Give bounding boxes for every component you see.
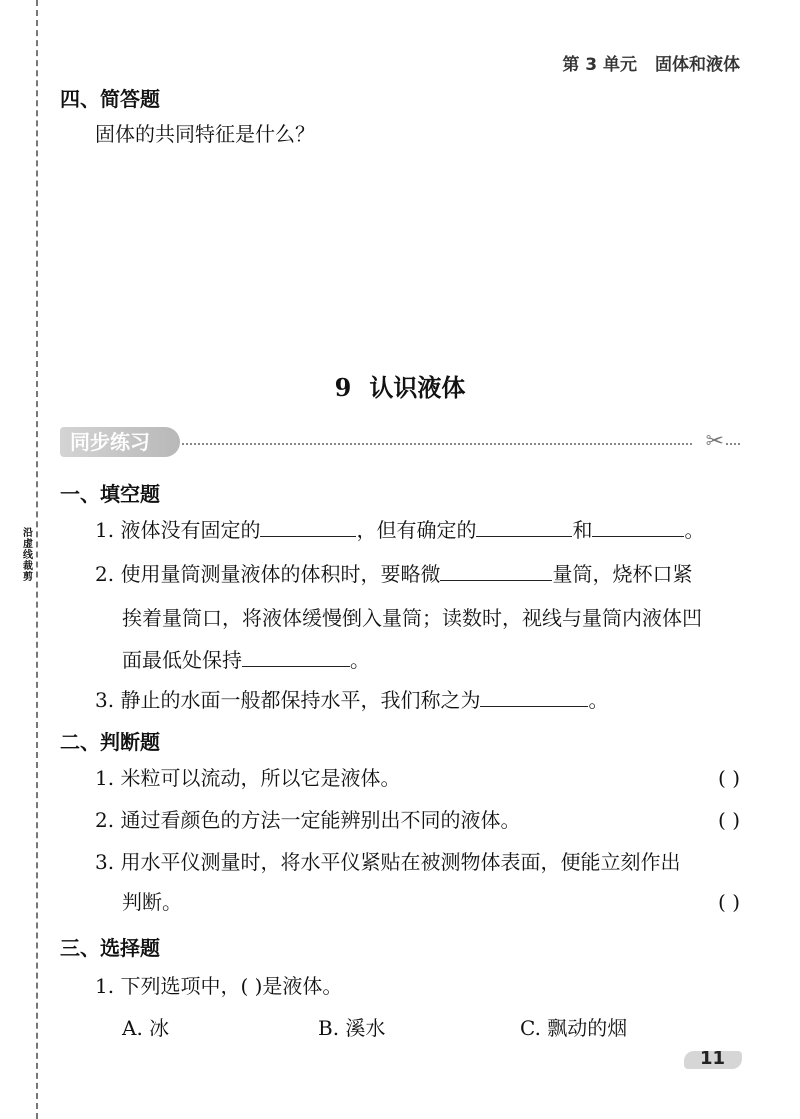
fill-question-2-line-3 (122, 646, 370, 674)
answer-parentheses[interactable]: ( ) (718, 890, 740, 914)
section-short-answer-title: 四、简答题 (60, 87, 160, 111)
answer-blank[interactable] (592, 516, 684, 537)
page-number: 11 (700, 1048, 726, 1069)
unit-number: 第 3 单元 (562, 55, 637, 75)
answer-blank[interactable] (480, 686, 588, 707)
short-answer-question: 固体的共同特征是什么？ (95, 122, 315, 146)
page-number-badge (684, 1045, 748, 1073)
choice-option-a[interactable]: A. 冰 (122, 1016, 170, 1040)
answer-blank[interactable] (440, 560, 552, 581)
fill-question-2-line-2: 挨着量筒口，将液体缓慢倒入量筒；读数时，视线与量筒内液体凹 (122, 606, 702, 630)
scissors-icon: ✂ (705, 429, 724, 454)
choice-option-b[interactable]: B. 溪水 (318, 1016, 386, 1040)
practice-label: 同步练习 (60, 427, 180, 457)
question-number: 2. (95, 808, 115, 832)
question-text: 米粒可以流动，所以它是液体。 (120, 766, 401, 790)
question-number: 3. (95, 850, 115, 874)
answer-blank[interactable] (476, 516, 572, 537)
question-text: 静止的水面一般都保持水平，我们称之为 (120, 688, 481, 712)
question-text: ，但有确定的 (356, 518, 477, 542)
choice-question-1 (95, 972, 342, 1000)
answer-blank[interactable] (260, 516, 356, 537)
fill-question-1 (95, 516, 704, 544)
question-number: 3. (95, 688, 115, 712)
unit-title: 固体和液体 (655, 55, 740, 75)
section-fill-title: 一、填空题 (60, 482, 160, 506)
judge-question-1 (95, 764, 400, 792)
question-text: 和 (572, 518, 593, 542)
fill-question-2-line-1 (95, 560, 692, 588)
question-text: 面最低处保持 (122, 648, 242, 672)
unit-header (562, 50, 740, 75)
judge-question-3 (95, 848, 680, 876)
practice-dotted-line (182, 443, 692, 445)
lesson-number: 9 (334, 373, 352, 402)
question-text: 通过看颜色的方法一定能辨别出不同的液体。 (120, 808, 521, 832)
question-number: 1. (95, 518, 115, 542)
fill-question-3 (95, 686, 608, 714)
section-judge-title: 二、判断题 (60, 730, 160, 754)
answer-parentheses[interactable]: ( ) (718, 766, 740, 790)
question-text: 量筒，烧杯口紧 (552, 562, 693, 586)
question-number: 1. (95, 974, 115, 998)
answer-blank[interactable] (242, 646, 350, 667)
answer-parentheses[interactable]: ( ) (718, 808, 740, 832)
question-text: 。 (350, 648, 370, 672)
practice-dotted-line-end (726, 443, 740, 445)
lesson-title (0, 368, 800, 403)
question-number: 2. (95, 562, 115, 586)
section-choice-title: 三、选择题 (60, 936, 160, 960)
cut-label: 沿虚线裁剪 (23, 528, 33, 583)
question-text: 使用量筒测量液体的体积时，要略微 (120, 562, 441, 586)
question-text: 用水平仪测量时，将水平仪紧贴在被测物体表面，便能立刻作出 (120, 850, 681, 874)
question-text: 。 (684, 518, 705, 542)
question-text: 。 (588, 688, 609, 712)
judge-question-3-cont: 判断。 (122, 890, 182, 914)
question-number: 1. (95, 766, 115, 790)
lesson-name: 认识液体 (369, 374, 466, 402)
question-text: 下列选项中，( )是液体。 (120, 974, 343, 998)
practice-banner (60, 425, 740, 459)
choice-option-c[interactable]: C. 飘动的烟 (520, 1016, 628, 1040)
cut-line (36, 0, 38, 1119)
judge-question-2 (95, 806, 520, 834)
question-text: 液体没有固定的 (120, 518, 261, 542)
